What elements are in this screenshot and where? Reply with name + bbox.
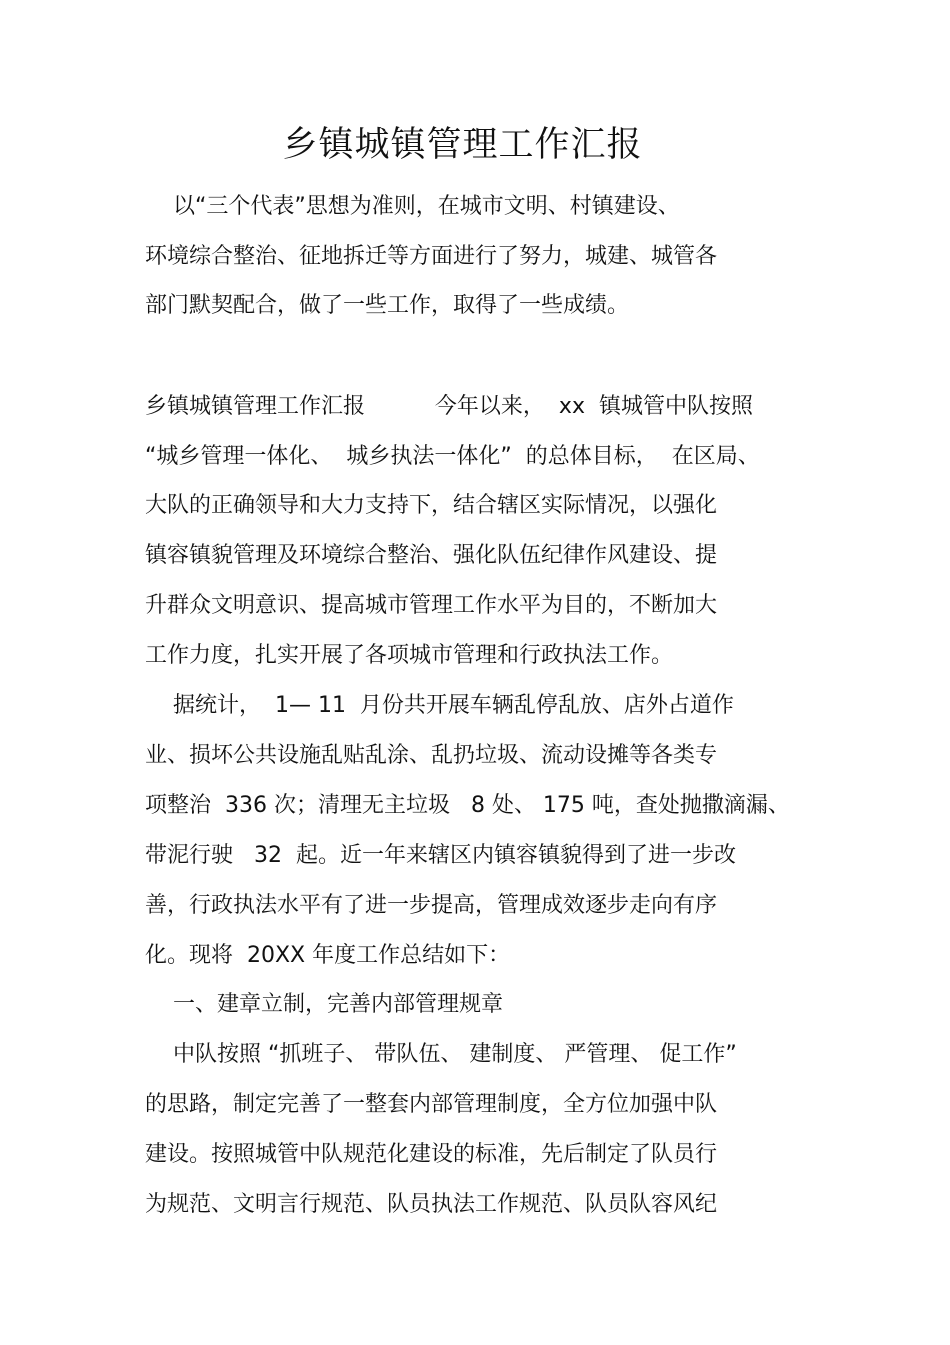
paragraph-line: 部门默契配合，做了一些工作，取得了一些成绩。 [145,293,630,318]
paragraph-line: 为规范、文明言行规范、队员执法工作规范、队员队容风纪 [145,1192,718,1217]
paragraph-line: 化。现将 20XX 年度工作总结如下： [145,943,511,968]
paragraph-line: 善，行政执法水平有了进一步提高，管理成效逐步走向有序 [145,893,718,918]
paragraph-line: 乡镇城镇管理工作汇报 今年以来， xx 镇城管中队按照 [145,394,753,419]
paragraph-line: 以“三个代表”思想为准则，在城市文明、村镇建设、 [145,194,680,219]
paragraph-line: 带泥行驶 32 起。近一年来辖区内镇容镇貌得到了进一步改 [145,843,736,868]
paragraph-line: 大队的正确领导和大力支持下，结合辖区实际情况，以强化 [145,493,718,518]
paragraph-line: 镇容镇貌管理及环境综合整治、强化队伍纪律作风建设、提 [145,543,718,568]
paragraph-line: 据统计， 1— 11 月份共开展车辆乱停乱放、店外占道作 [145,693,734,718]
document-title: 乡镇城镇管理工作汇报 [282,125,643,165]
paragraph-line: 的思路，制定完善了一整套内部管理制度，全方位加强中队 [145,1092,718,1117]
paragraph-line: 工作力度，扎实开展了各项城市管理和行政执法工作。 [145,643,674,668]
paragraph-line: 项整治 336 次；清理无主垃圾 8 处、 175 吨，查处抛撒滴漏、 [145,793,790,818]
paragraph-line: 环境综合整治、征地拆迁等方面进行了努力，城建、城管各 [145,244,718,269]
paragraph-line: “城乡管理一体化、 城乡执法一体化” 的总体目标， 在区局、 [145,444,760,469]
paragraph-line: 建设。按照城管中队规范化建设的标准，先后制定了队员行 [145,1142,718,1167]
paragraph-line: 业、损坏公共设施乱贴乱涂、乱扔垃圾、流动设摊等各类专 [145,743,718,768]
paragraph-line: 升群众文明意识、提高城市管理工作水平为目的，不断加大 [145,593,718,618]
paragraph-line: 中队按照 “抓班子、 带队伍、 建制度、 严管理、 促工作” [145,1042,737,1067]
section-heading: 一、建章立制，完善内部管理规章 [145,992,503,1017]
